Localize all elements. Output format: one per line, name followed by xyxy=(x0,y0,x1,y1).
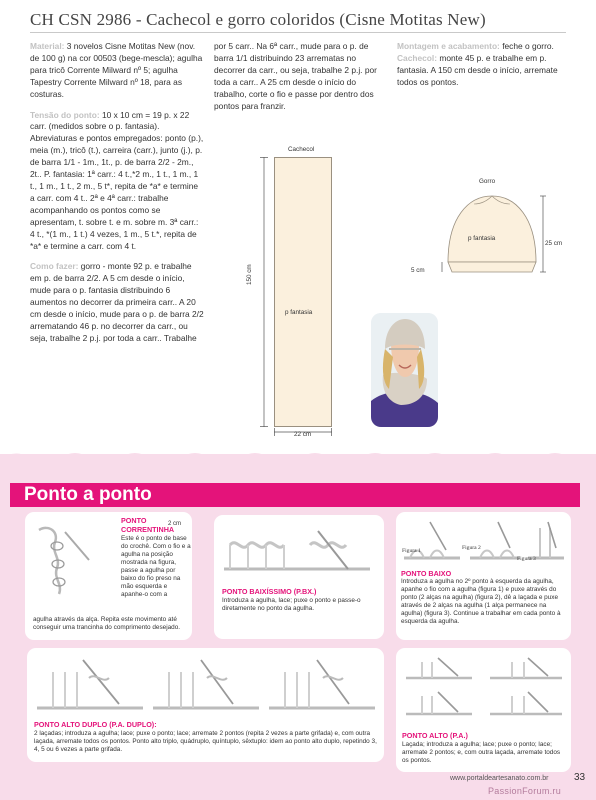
tensao-text: 10 x 10 cm = 19 p. x 22 carr. (medidos sobre o p. fantasia). Abreviaturas e pontos empregados: ponto (p.), meia (m.), tricô (t.), carreira (carr.), junto (j.), p. de barra 1/1 - 1m., 1t., p. de barra 2/2 - 2m., 2t.. P. fantasia: 1ª carr.: 4 t.,*2 m., 1 t., 1 m., 1 t., 1 m., 1 t., 2 m., 5 t*, repita de *a* e termine a carr. com 4 t.. 2ª e 4ª carr.: trabalhe acompanhando os pontos como se apresentam, t. sobre t. e m. sobre m. 3ª carr.: 4 t., *(1 m., 1 t.) 4 vezes, 1 m., 5 t.*, repita de *a* e termine a carr. com 4 t. xyxy=(30,109,204,251)
scarf-title: Cachecol xyxy=(288,146,315,153)
text-column-1 xyxy=(30,41,205,354)
como-fazer-label: Como fazer: xyxy=(30,261,79,272)
page-title: CH CSN 2986 - Cachecol e gorro coloridos (Cisne Motitas New) xyxy=(30,10,566,33)
scarf-diagram xyxy=(274,157,332,427)
continuation-text: por 5 carr.. Na 6ª carr., mude para o p. de barra 1/1 distribuindo 23 arrematas no decorrer da carr., ou seja, trabalhe 2 p.j. por toda a carr.. A 25 cm desde o início do trabalho, corte o fio e passe por dentro dos pontos para franzir. xyxy=(214,41,377,111)
cachecol-label: Cachecol: xyxy=(397,52,438,63)
scarf-width-label: 22 cm xyxy=(294,431,312,438)
correntinha-measure: 2 cm xyxy=(168,521,182,527)
decorative-wave xyxy=(0,448,596,468)
hat-height-label: 25 cm xyxy=(545,240,563,247)
montagem-label: Montagem e acabamento: xyxy=(397,41,500,51)
hat-title: Gorro xyxy=(479,178,496,185)
page-number: 33 xyxy=(574,772,586,783)
hat-band-label: 5 cm xyxy=(411,267,425,274)
baixissimo-description: Introduza a agulha, lace; puxe o ponto e passe-o diretamente no ponto da agulha. xyxy=(222,597,361,612)
como-fazer-text: gorro - monte 92 p. e trabalhe em p. de barra 2/2. A 5 cm desde o início, mude para o p. fantasia distribuindo 6 aumentos no decorrer da primeira carr.. A 20 cm desde o início, mude para o p. de barra 2/2 arrematando 46 p. no decorrer da carr., ou seja, trabalhe 2 p.j. por toda a carr.. Trabalhe xyxy=(30,261,204,343)
baixo-title: PONTO BAIXO xyxy=(401,569,452,578)
baixo-figure-1: Figura 1 xyxy=(402,548,421,554)
alto-duplo-title: PONTO ALTO DUPLO (P.A. DUPLO): xyxy=(34,720,157,729)
baixo-figure-2: Figura 2 xyxy=(462,545,481,551)
como-fazer-paragraph xyxy=(30,261,205,344)
correntinha-description-2: agulha através da alça. Repita este movimento até conseguir uma trancinha do comprimento desejado. xyxy=(33,616,181,631)
stitch-box-baixissimo xyxy=(214,515,384,639)
text-column-3 xyxy=(397,41,572,98)
text-column-2 xyxy=(214,41,386,121)
scarf-height-label: 150 cm xyxy=(246,264,253,285)
cachecol-paragraph xyxy=(397,53,572,89)
baixo-illustration xyxy=(400,518,566,568)
correntinha-description: Este é o ponto de base do crochê. Com o fio e a agulha na posição mostrada na figura, passe a agulha por baixo do fio preso na mão esquerda e apanhe-o com a xyxy=(121,535,191,598)
footer-url: www.portaldeartesanato.com.br xyxy=(450,775,549,782)
scarf-stitch-label: p fantasia xyxy=(285,309,313,316)
stitch-box-correntinha xyxy=(25,512,192,640)
baixo-figure-3: Figura 3 xyxy=(517,556,536,562)
correntinha-illustration xyxy=(29,520,97,604)
correntinha-title: PONTO CORRENTINHA xyxy=(121,516,175,534)
tensao-label: Tensão do ponto: xyxy=(30,109,100,120)
stitch-box-alto xyxy=(396,648,571,772)
baixo-description: Introduza a agulha no 2º ponto à esquerda da agulha, apanhe o fio com a agulha (figura 1) e puxe através do ponto (2 alças na agulha) (figura 2), dê a laçada e puxe através de 2 alças na agulha (1 alça permanece na agulha) (figura 3). Continue a trabalhar em cada ponto à esquerda da agulha. xyxy=(401,578,561,625)
watermark: PassionForum.ru xyxy=(488,786,562,796)
section-title: Ponto a ponto xyxy=(24,484,152,505)
alto-illustration xyxy=(402,656,566,724)
section-title-bar xyxy=(10,483,580,507)
stitch-box-baixo xyxy=(396,512,571,640)
montagem-text: feche o gorro. xyxy=(502,41,554,51)
stitch-box-alto-duplo xyxy=(27,648,384,762)
scarf-height-line xyxy=(258,157,270,427)
material-paragraph xyxy=(30,41,205,101)
montagem-paragraph xyxy=(397,41,572,53)
alto-title: PONTO ALTO (P.A.) xyxy=(402,731,468,740)
alto-duplo-description: 2 laçadas; introduza a agulha; lace; puxe o ponto; lace; arremate 2 pontos (repita 2 vezes a parte grifada) e, com outra laçada, arremate todos os pontos. Ponto alto triplo, quádruplo, quíntuplo, sêxtuplo: idem ao ponto alto duplo, repetindo 3, 4, 5 ou 6 vezes a parte grifada. xyxy=(34,730,377,753)
model-photo xyxy=(371,313,438,427)
baixissimo-illustration xyxy=(220,525,376,585)
material-label: Material: xyxy=(30,41,65,51)
baixissimo-title: PONTO BAIXÍSSIMO (P.BX.) xyxy=(222,587,317,596)
alto-duplo-illustration xyxy=(33,654,378,716)
material-text: 3 novelos Cisne Motitas New (nov. de 100 g) na cor 00503 (bege-mescla); agulha para tricô Corrente Milward nº 5; agulha Tapestry Corrente Milward nº 18, para as costuras. xyxy=(30,41,203,99)
alto-description: Laçada; introduza a agulha; lace; puxe o ponto; lace; arremate 2 pontos; e, com outra laçada, arremate todos os pontos. xyxy=(402,741,561,764)
cachecol-text: monte 45 p. e trabalhe em p. fantasia. A 150 cm desde o início, arremate todos os pontos. xyxy=(397,52,558,87)
hat-stitch-label: p fantasia xyxy=(468,235,496,242)
tensao-paragraph xyxy=(30,110,205,253)
